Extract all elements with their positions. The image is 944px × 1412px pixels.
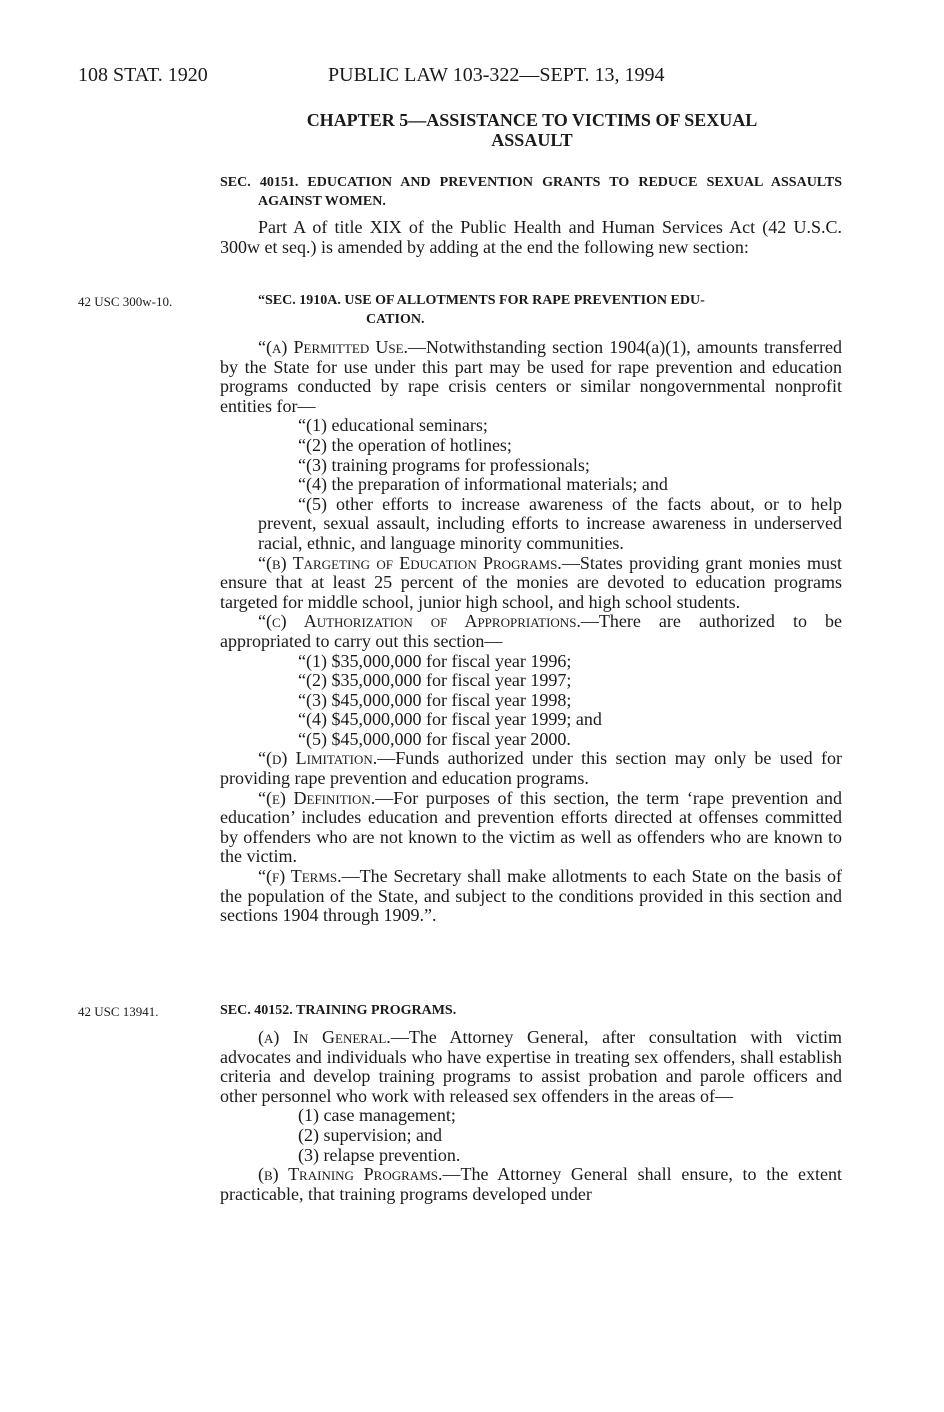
- subsection-a-item-3: “(3) training programs for professionals;: [298, 454, 590, 475]
- chapter-title: [222, 110, 842, 150]
- subsection-c-label: “(c) Authorization of Appropriations.: [258, 611, 581, 632]
- subsection-e: [220, 789, 842, 867]
- subsection-f-label: “(f) Terms.: [258, 866, 342, 887]
- subsection-a-item-1: “(1) educational seminars;: [298, 415, 488, 436]
- subsection-f: [220, 867, 842, 926]
- subsection-d-label: “(d) Limitation.: [258, 748, 378, 769]
- subsection-e-text: —For purposes of this section, the term ‘rape prevention and education’ includes education and prevention efforts directed at offenses committed by offenders who are not known to the victim as well as offenders who are known to the victim.: [220, 787, 843, 867]
- training-item-1: (1) case management;: [298, 1105, 456, 1126]
- subsection-e-label: “(e) Definition.: [258, 787, 376, 808]
- training-subsection-a: [220, 1028, 842, 1106]
- chapter-title-line2: ASSAULT: [491, 130, 573, 150]
- training-item-3: (3) relapse prevention.: [298, 1144, 461, 1165]
- section-40151-intro: Part A of title XIX of the Public Health and Human Services Act (42 U.S.C. 300w et seq.) is amended by adding at the end the following new section:: [220, 217, 842, 257]
- section-1910a-body: [220, 338, 842, 926]
- running-header-law: PUBLIC LAW 103-322—SEPT. 13, 1994: [328, 64, 665, 86]
- subsection-c-item-2: “(2) $35,000,000 for fiscal year 1997;: [298, 670, 572, 691]
- subsection-b: [220, 554, 842, 613]
- page-stat-number: 108 STAT. 1920: [78, 64, 208, 86]
- subsection-a-item-4: “(4) the preparation of informational materials; and: [298, 474, 668, 495]
- subsection-d-text: —Funds authorized under this section may only be used for providing rape prevention and education programs.: [220, 748, 842, 789]
- margin-note-usc-300w-10: 42 USC 300w-10.: [78, 294, 173, 309]
- training-subsection-b: [220, 1165, 842, 1204]
- subsection-a-item-5: “(5) other efforts to increase awareness of the facts about, or to help prevent, sexual assault, including efforts to increase awareness in underserved racial, ethnic, and language minority communities.: [258, 493, 842, 553]
- training-subsection-b-label: (b) Training Programs.: [258, 1164, 443, 1185]
- subsection-b-label: “(b) Targeting of Education Programs.: [258, 552, 562, 573]
- section-40152-body: [220, 1028, 842, 1204]
- section-40151-heading: SEC. 40151. EDUCATION AND PREVENTION GRANTS TO REDUCE SEXUAL ASSAULTS AGAINST WOMEN.: [220, 175, 842, 209]
- section-40152-heading: SEC. 40152. TRAINING PROGRAMS.: [220, 1003, 457, 1018]
- subsection-f-text: —The Secretary shall make allotments to each State on the basis of the population of the State, and subject to the conditions provided in this section and sections 1904 through 1909.”.: [220, 866, 843, 926]
- section-40151-body: [220, 218, 842, 257]
- training-subsection-a-label: (a) In General.: [258, 1027, 391, 1047]
- training-subsection-b-text: —The Attorney General shall ensure, to the extent practicable, that training programs developed under: [220, 1164, 842, 1204]
- margin-note-usc-13941: 42 USC 13941.: [78, 1004, 159, 1019]
- subsection-c-item-4: “(4) $45,000,000 for fiscal year 1999; and: [298, 709, 602, 730]
- subsection-c-item-1: “(1) $35,000,000 for fiscal year 1996;: [298, 650, 572, 671]
- chapter-title-line1: CHAPTER 5—ASSISTANCE TO VICTIMS OF SEXUAL: [306, 110, 758, 130]
- subsection-c-text: —There are authorized to be appropriated to carry out this section—: [220, 611, 842, 651]
- training-item-2: (2) supervision; and: [298, 1124, 442, 1145]
- subsection-a: [220, 338, 842, 416]
- section-1910a-heading-line1: “SEC. 1910A. USE OF ALLOTMENTS FOR RAPE PREVENTION EDU-: [258, 293, 705, 308]
- training-subsection-a-text: —The Attorney General, after consultation with victim advocates and individuals who have expertise in treating sex offenders, shall establish criteria and develop training programs to assist probation and parole officers and other personnel who work with released sex offenders in the areas of—: [220, 1027, 843, 1106]
- subsection-c: [220, 612, 842, 651]
- subsection-a-item-2: “(2) the operation of hotlines;: [298, 434, 512, 455]
- subsection-b-text: —States providing grant monies must ensure that at least 25 percent of the monies are devoted to education programs targeted for middle school, junior high school, and high school students.: [220, 552, 842, 612]
- subsection-a-label: “(a) Permitted Use.: [258, 337, 409, 357]
- subsection-c-item-5: “(5) $45,000,000 for fiscal year 2000.: [298, 728, 571, 749]
- section-1910a-heading-line2: CATION.: [366, 312, 425, 327]
- subsection-d: [220, 749, 842, 788]
- subsection-a-text: —Notwithstanding section 1904(a)(1), amounts transferred by the State for use under this part may be used for rape prevention and education programs conducted by rape crisis centers or similar nongovernmental nonprofit entities for—: [220, 337, 842, 416]
- section-1910a-heading: [220, 291, 842, 329]
- subsection-c-item-3: “(3) $45,000,000 for fiscal year 1998;: [298, 689, 572, 710]
